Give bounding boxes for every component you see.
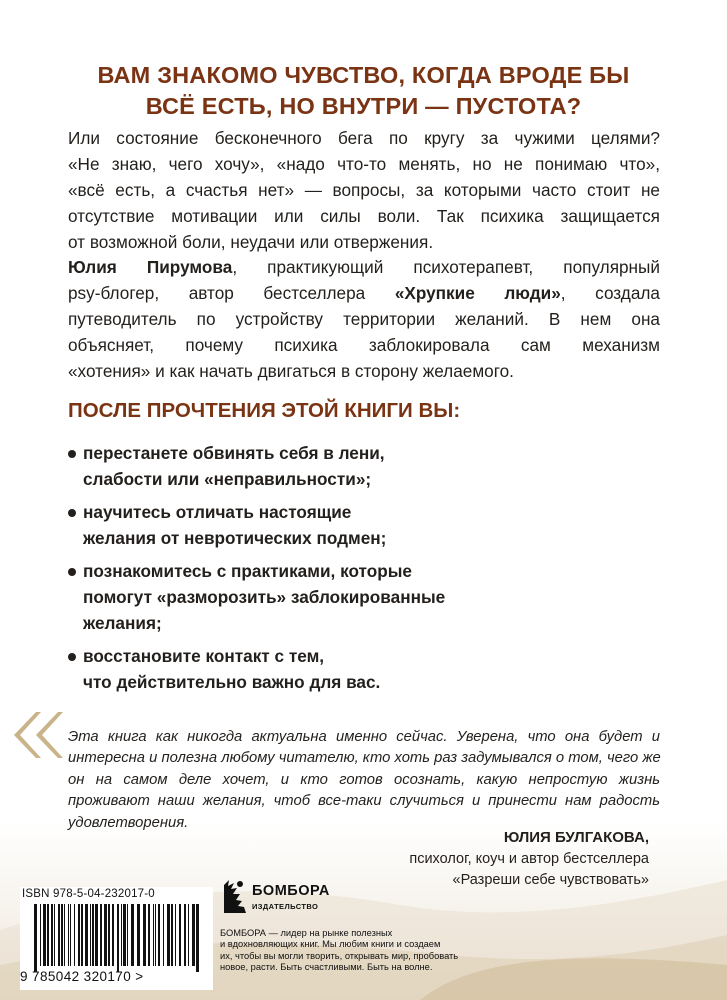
benefit-line: что действительно важно для вас.	[83, 672, 381, 692]
about-line: путеводитель по устройству территории желаний. В нем она	[68, 309, 660, 329]
publisher-desc-line: новое, расти. Быть счастливыми. Быть на волне.	[220, 962, 433, 973]
review-line: Эта книга как никогда актуальна именно сейчас. Уверена, что она будет и	[68, 729, 660, 745]
review-author-name: ЮЛИЯ БУЛГАКОВА,	[503, 829, 649, 846]
review-quote	[68, 727, 660, 834]
publisher-description	[220, 928, 459, 974]
review-author-title: психолог, коуч и автор бестселлера	[409, 850, 649, 867]
author-name: Юлия Пирумова	[68, 257, 233, 277]
quote-mark-icon	[8, 706, 66, 764]
benefit-item	[68, 643, 668, 695]
benefit-item	[68, 440, 668, 492]
benefit-item	[68, 558, 668, 636]
barcode-box	[20, 887, 213, 990]
benefit-line: желания от невротических подмен;	[83, 528, 387, 548]
review-line: интересна и полезна любому читателю, кто хоть раз задумывался о том, чего же	[68, 750, 661, 767]
bullet-dot-icon	[68, 653, 76, 661]
publisher-logo-icon	[220, 879, 250, 915]
headline-line-2: ВСЁ ЕСТЬ, НО ВНУТРИ — ПУСТОТА?	[145, 93, 582, 119]
bullet-dot-icon	[68, 450, 76, 458]
barcode-digits: 9 785042 320170 >	[20, 969, 144, 984]
benefit-line: помогут «разморозить» заблокированные	[83, 587, 446, 607]
headline-line-1: ВАМ ЗНАКОМО ЧУВСТВО, КОГДА ВРОДЕ БЫ	[97, 62, 630, 88]
intro-line: «Не знаю, чего хочу», «надо что-то менять, но не понимаю что»,	[68, 154, 660, 174]
about-line: объясняет, почему психика заблокировала сам механизм	[68, 335, 660, 355]
about-paragraph	[68, 254, 660, 384]
benefits-heading: ПОСЛЕ ПРОЧТЕНИЯ ЭТОЙ КНИГИ ВЫ:	[68, 399, 461, 422]
benefit-item	[68, 499, 668, 551]
publisher-subtitle: ИЗДАТЕЛЬСТВО	[252, 902, 319, 911]
intro-line: Или состояние бесконечного бега по кругу за чужими целями?	[68, 128, 660, 148]
review-line: проживают наши желания, чтоб все-таки случиться и принести нам радость	[68, 793, 660, 810]
benefit-line: познакомитесь с практиками, которые	[83, 561, 412, 581]
review-line: он на самом деле хочет, и кто готов осознать, какую непростую жизнь	[68, 771, 660, 788]
about-text: psy-блогер, автор бестселлера	[68, 283, 395, 303]
review-author-book: «Разреши себе чувствовать»	[452, 872, 649, 888]
bullet-dot-icon	[68, 568, 76, 576]
publisher-desc-line: БОМБОРА — лидер на рынке полезных	[220, 928, 393, 938]
publisher-desc-line: их, чтобы вы могли творить, открывать мир, пробовать	[220, 950, 459, 961]
intro-line: «всё есть, а счастья нет» — вопросы, за которыми часто стоит не	[68, 180, 660, 200]
headline	[0, 60, 727, 122]
about-line	[68, 254, 660, 280]
isbn: ISBN 978-5-04-232017-0	[22, 888, 155, 900]
publisher-name: БОМБОРА	[252, 883, 330, 899]
about-line	[68, 280, 660, 306]
barcode-icon	[20, 904, 213, 972]
about-text: , практикующий психотерапевт, популярный	[232, 257, 661, 277]
publisher-desc-line: и вдохновляющих книг. Мы любим книги и создаем	[220, 939, 441, 950]
benefit-line: желания;	[83, 613, 162, 633]
review-author	[409, 827, 649, 892]
benefit-line: слабости или «неправильности»;	[83, 469, 372, 489]
benefit-line: восстановите контакт с тем,	[83, 646, 325, 666]
review-line: удовлетворения.	[68, 814, 189, 831]
about-line: «хотения» и как начать двигаться в сторону желаемого.	[68, 361, 514, 381]
intro-paragraph	[68, 125, 660, 255]
benefit-line: научитесь отличать настоящие	[83, 502, 352, 522]
intro-line: от возможной боли, неудачи или отвержения.	[68, 232, 434, 252]
benefit-line: перестанете обвинять себя в лени,	[83, 443, 385, 463]
intro-line: отсутствие мотивации или силы воли. Так психика защищается	[68, 206, 660, 226]
book-title: «Хрупкие люди»	[394, 283, 561, 303]
bullet-dot-icon	[68, 509, 76, 517]
about-text: , создала	[560, 283, 660, 303]
